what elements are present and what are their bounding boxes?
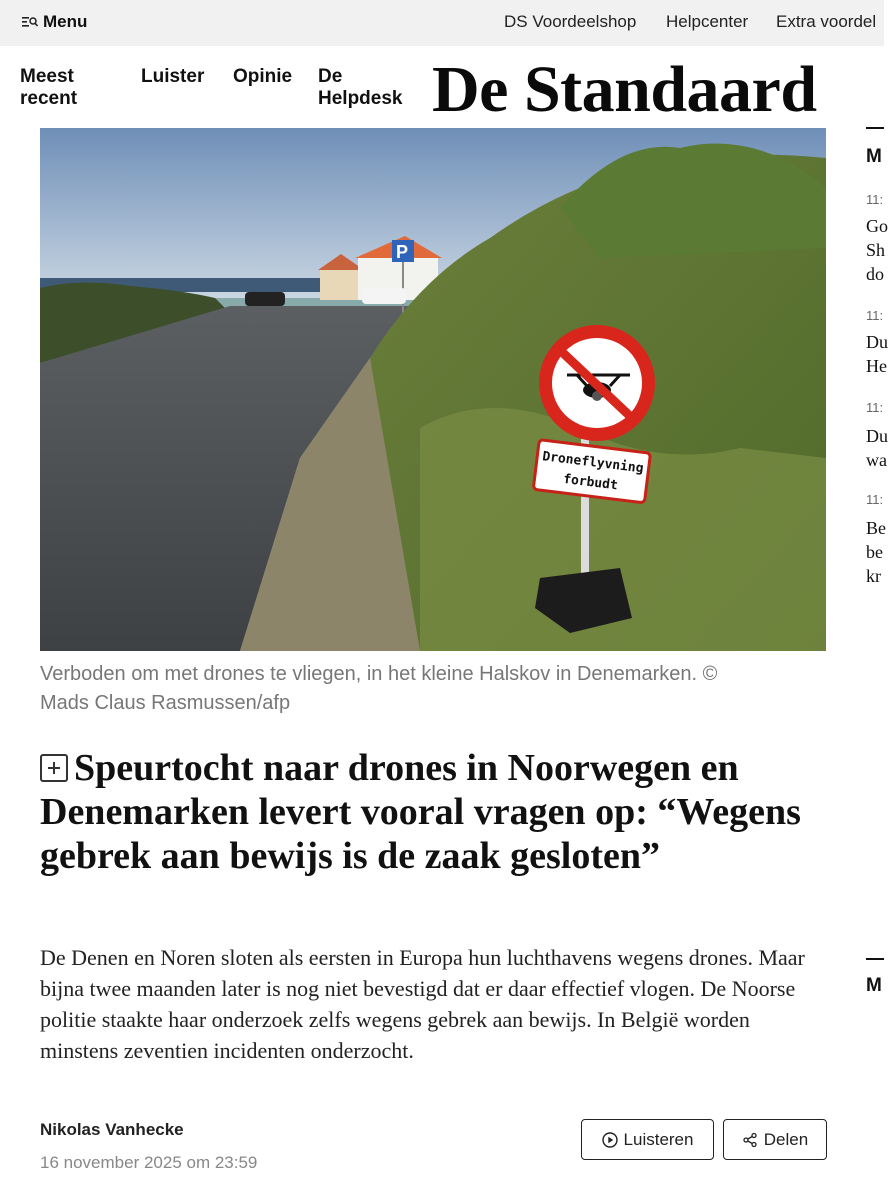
menu-button[interactable]	[22, 12, 87, 32]
nav-de-helpdesk[interactable]: De Helpdesk	[318, 66, 403, 109]
ds-voordeelshop-link[interactable]: DS Voordeelshop	[504, 12, 637, 31]
article-lead: De Denen en Noren sloten als eersten in Europa hun luchthavens wegens drones. Maar bijna twee maanden later is nog niet bevestigd dat er daar effectief vlogen. De Noorse politie staakte haar onderzoek zelfs wegens gebrek aan bewijs. In België worden minstens zeventien incidenten onderzocht.	[40, 945, 805, 1063]
site-logo[interactable]: De Standaard	[432, 53, 817, 126]
sidebar-item-text[interactable]: do	[866, 264, 884, 284]
sidebar-item-time: 11:	[866, 400, 884, 415]
drone-sign-line-1: Droneflyvning	[541, 449, 645, 477]
nav-opinie[interactable]: Opinie	[233, 66, 293, 87]
listen-button[interactable]	[581, 1119, 714, 1160]
listen-label: Luisteren	[623, 1129, 694, 1149]
main-navigation	[0, 46, 884, 126]
sidebar-item-text[interactable]: Du	[866, 426, 888, 446]
share-button[interactable]	[723, 1119, 827, 1160]
sidebar-item-time: 11:	[866, 192, 884, 207]
share-icon	[742, 1132, 758, 1148]
sidebar-item-text[interactable]: be	[866, 542, 883, 562]
sidebar-item-text[interactable]: wa	[866, 450, 887, 470]
helpcenter-link[interactable]: Helpcenter	[666, 12, 749, 31]
sidebar-rule-1	[866, 127, 884, 129]
author-name[interactable]: Nikolas Vanhecke	[40, 1120, 184, 1139]
sidebar-heading-2: M	[866, 975, 882, 996]
publish-date: 16 november 2025 om 23:59	[40, 1153, 258, 1172]
headline-text: Speurtocht naar drones in Noorwegen en Denemarken levert vooral vragen op: “Wegens gebrek aan bewijs is de zaak gesloten”	[40, 747, 801, 877]
article-photo	[40, 128, 826, 651]
sidebar-item-text[interactable]: Du	[866, 332, 888, 352]
sidebar-item-text[interactable]: Go	[866, 216, 888, 236]
sidebar-rule-2	[866, 958, 884, 960]
play-icon	[602, 1132, 618, 1148]
sidebar-item-text[interactable]: Be	[866, 518, 886, 538]
sidebar-item-text[interactable]: kr	[866, 566, 881, 586]
top-utility-bar	[0, 0, 884, 46]
sidebar-item-text[interactable]: Sh	[866, 240, 886, 260]
share-label: Delen	[763, 1129, 809, 1149]
sidebar-item-text[interactable]: He	[866, 356, 887, 376]
sidebar-item-time: 11:	[866, 492, 884, 507]
menu-search-icon	[22, 15, 38, 29]
extra-voordeel-link[interactable]: Extra voordel	[776, 12, 877, 31]
parking-sign-letter: P	[396, 242, 409, 262]
sidebar-heading-1: M	[866, 146, 882, 167]
nav-luister[interactable]: Luister	[141, 66, 205, 87]
plus-article-icon	[40, 754, 68, 782]
drone-sign-line-2: forbudt	[562, 471, 619, 494]
article-headline	[40, 746, 840, 878]
photo-caption: Verboden om met drones te vliegen, in het kleine Halskov in Denemarken. © Mads Claus Rasmussen/afp	[40, 663, 718, 714]
sidebar-item-time: 11:	[866, 308, 884, 323]
nav-meest-recent[interactable]: Meest recent	[20, 66, 78, 109]
menu-label: Menu	[43, 12, 88, 31]
